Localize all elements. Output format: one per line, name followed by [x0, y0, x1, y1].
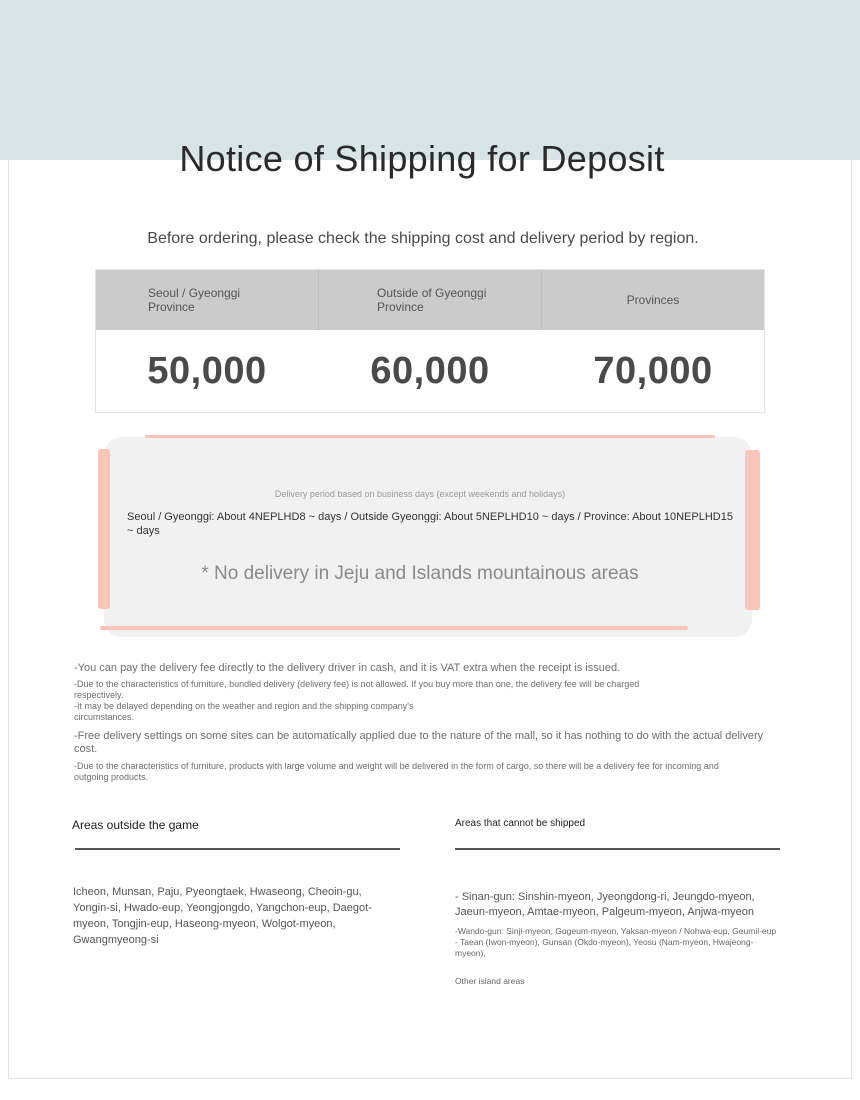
areas-no-ship-title: Areas that cannot be shipped	[455, 818, 586, 829]
areas-no-ship-other: Other island areas	[455, 976, 525, 986]
areas-no-ship-wando: -Wando-gun: Sinji-myeon, Gogeum-myeon, Yaksan-myeon / Nohwa-eup, Geumil-eup	[455, 926, 777, 936]
delivery-period-text: Seoul / Gyeonggi: About 4NEPLHD8 ~ days / Outside Gyeonggi: About 5NEPLHD10 ~ days / Province: About 10NEPLHD15 ~ days	[127, 511, 733, 537]
header-band	[0, 0, 860, 160]
section-rule	[455, 848, 780, 850]
decorative-brush-stroke	[745, 450, 760, 610]
fee-header-seoul-gyeonggi	[148, 270, 318, 330]
shipping-fee-table	[95, 269, 765, 413]
areas-no-ship-sinan: - Sinan-gun: Sinshin-myeon, Jyeongdong-ri, Jeungdo-myeon, Jaeun-myeon, Amtae-myeon, Palgeum-myeon, Anjwa-myeon	[455, 891, 755, 918]
fee-value-provinces: 70,000	[593, 350, 713, 392]
fee-header-provinces	[542, 270, 764, 330]
column-divider	[318, 270, 319, 330]
page-subtitle: Before ordering, please check the shipping cost and delivery period by region.	[147, 230, 699, 247]
shipping-notes	[74, 662, 764, 783]
fee-header-label: Province	[377, 300, 424, 314]
areas-outside-list: Icheon, Munsan, Paju, Pyeongtaek, Hwaseong, Cheoin-gu, Yongin-si, Hwado-eup, Yeongjongdo, Yangchon-eup, Daegot-myeon, Tongjin-eup, Haseong-myeon, Wolgot-myeon, Gwangmyeong-si	[73, 886, 372, 946]
areas-no-ship-details	[455, 926, 777, 959]
fee-header-label: Province	[148, 300, 195, 314]
no-delivery-notice: * No delivery in Jeju and Islands mountainous areas	[201, 563, 639, 584]
fee-header-label: Outside of Gyeonggi	[377, 286, 487, 300]
decorative-brush-stroke	[100, 626, 688, 630]
decorative-brush-stroke	[98, 449, 110, 609]
section-rule	[75, 848, 400, 850]
fee-header-outside-gyeonggi	[377, 270, 541, 330]
note-item: -Due to the characteristics of furniture, bundled delivery (delivery fee) is not allowed. If you buy more than one, the delivery fee will be charged respectively.	[74, 679, 640, 700]
fee-header-label: Seoul / Gyeonggi	[148, 286, 241, 300]
note-item: -Free delivery settings on some sites can be automatically applied due to the nature of the mall, so it has nothing to do with the actual delivery cost.	[74, 730, 764, 755]
areas-no-ship-taean: - Taean (Iwon-myeon), Gunsan (Okdo-myeon), Yeosu (Nam-myeon, Hwajeong-myeon),	[455, 937, 754, 958]
decorative-brush-stroke	[145, 435, 715, 438]
fee-value-outside-gyeonggi: 60,000	[370, 350, 490, 392]
note-item: -You can pay the delivery fee directly to the delivery driver in cash, and it is VAT extra when the receipt is issued.	[74, 662, 621, 674]
note-item: -It may be delayed depending on the weather and region and the shipping company's circumstances.	[74, 701, 414, 722]
fee-header-label: Provinces	[626, 293, 680, 307]
note-item: -Due to the characteristics of furniture, products with large volume and weight will be delivered in the form of cargo, so there will be a delivery fee for incoming and outgoing products.	[74, 761, 719, 782]
fee-table-header	[96, 270, 764, 330]
fee-value-seoul-gyeonggi: 50,000	[147, 350, 267, 392]
page-title: Notice of Shipping for Deposit	[179, 138, 665, 179]
delivery-period-caption: Delivery period based on business days (except weekends and holidays)	[274, 489, 566, 499]
areas-outside-title: Areas outside the game	[72, 818, 199, 832]
